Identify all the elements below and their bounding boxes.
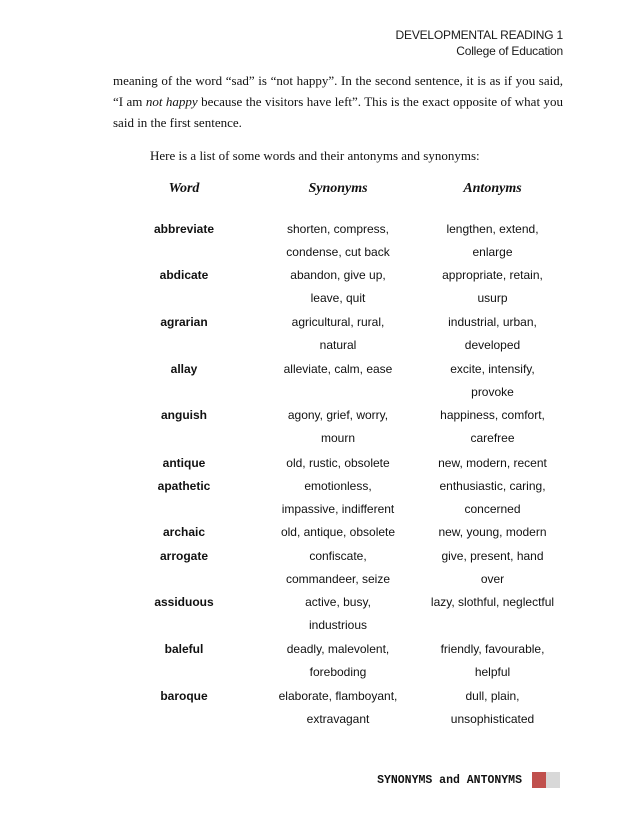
table-row-word xyxy=(126,452,242,475)
intro-paragraph xyxy=(113,70,563,133)
table-row-word-line-1: abbreviate xyxy=(153,222,215,236)
table-row-antonyms-line-2: helpful xyxy=(474,665,511,679)
table-row-antonyms-line-2: concerned xyxy=(464,502,521,516)
header-course-title: DEVELOPMENTAL READING 1 xyxy=(395,28,563,42)
table-row-synonyms-line-1: elaborate, flamboyant, xyxy=(278,689,398,703)
table-row-antonyms-line-1: new, modern, recent xyxy=(438,456,547,470)
table-row-word-line-1: agrarian xyxy=(160,315,208,329)
table-row-synonyms-line-2: industrious xyxy=(308,618,368,632)
table-row-antonyms-line-1: appropriate, retain, xyxy=(442,268,543,282)
table-row-antonyms xyxy=(415,264,570,310)
table-row-antonyms-line-1: enthusiastic, caring, xyxy=(439,479,546,493)
table-row-word xyxy=(126,264,242,287)
table-row-synonyms-line-2: foreboding xyxy=(309,665,367,679)
table-row-word-line-1: baroque xyxy=(160,689,208,703)
table-row-synonyms-line-2: mourn xyxy=(320,431,355,445)
table-row-antonyms-line-1: happiness, comfort, xyxy=(440,408,545,422)
table-row-word xyxy=(126,404,242,427)
table-row-synonyms-line-2: extravagant xyxy=(306,712,370,726)
table-row-synonyms xyxy=(262,264,414,310)
table-row-synonyms-line-2: impassive, indifferent xyxy=(281,502,395,516)
table-row-synonyms xyxy=(262,475,414,521)
table-row-word-line-1: anguish xyxy=(160,408,207,422)
table-row-synonyms-line-2: commandeer, seize xyxy=(285,572,391,586)
table-row-synonyms-line-2: leave, quit xyxy=(310,291,366,305)
table-row-antonyms-line-1: lengthen, extend, xyxy=(446,222,539,236)
table-row-antonyms xyxy=(415,685,570,731)
table-row-synonyms xyxy=(262,545,414,591)
table-row-synonyms xyxy=(262,358,414,381)
intro-text-b: because the visitors have left”. This is the exact opposite of what you said in the first sentence. xyxy=(113,94,564,130)
table-row-antonyms xyxy=(415,545,570,591)
table-row-synonyms-line-1: deadly, malevolent, xyxy=(286,642,390,656)
table-row-antonyms-line-2: provoke xyxy=(471,385,514,399)
table-row-synonyms xyxy=(262,218,414,264)
table-row-word-line-1: allay xyxy=(170,362,198,376)
table-row-synonyms xyxy=(262,591,414,637)
table-row-synonyms-line-1: old, rustic, obsolete xyxy=(286,456,390,470)
table-row-word-line-1: assiduous xyxy=(154,595,214,609)
table-row-word-line-1: archaic xyxy=(162,525,206,539)
table-row-antonyms-line-2: over xyxy=(480,572,505,586)
table-row-antonyms xyxy=(415,404,570,450)
header-synonyms: Synonyms xyxy=(308,181,368,196)
header-college: College of Education xyxy=(456,44,563,58)
table-row-word xyxy=(126,475,242,498)
table-row-word xyxy=(126,311,242,334)
table-row-word-line-1: baleful xyxy=(164,642,204,656)
table-row-antonyms xyxy=(415,591,570,614)
table-row-antonyms-line-1: friendly, favourable, xyxy=(440,642,545,656)
table-row-synonyms-line-1: emotionless, xyxy=(304,479,372,493)
table-row-antonyms xyxy=(415,521,570,544)
table-row-synonyms xyxy=(262,638,414,684)
table-row-antonyms xyxy=(415,452,570,475)
table-row-antonyms xyxy=(415,311,570,357)
table-row-synonyms xyxy=(262,521,414,544)
table-row-antonyms-line-1: give, present, hand xyxy=(441,549,544,563)
header-word: Word xyxy=(168,181,200,196)
table-row-antonyms-line-1: excite, intensify, xyxy=(450,362,535,376)
table-row-word-line-1: apathetic xyxy=(157,479,211,493)
header-antonyms: Antonyms xyxy=(463,181,522,196)
table-row-antonyms-line-1: industrial, urban, xyxy=(448,315,537,329)
table-row-synonyms xyxy=(262,404,414,450)
table-row-synonyms-line-1: agricultural, rural, xyxy=(291,315,385,329)
table-row-synonyms-line-1: shorten, compress, xyxy=(286,222,390,236)
lead-sentence: Here is a list of some words and their antonyms and synonyms: xyxy=(150,148,480,163)
table-row-antonyms-line-1: lazy, slothful, neglectful xyxy=(430,595,555,609)
intro-text-a: meaning of the word “sad” is “not happy”. In the second sentence, it is as if you said, “I am xyxy=(113,73,563,109)
table-row-synonyms-line-1: active, busy, xyxy=(305,595,371,609)
table-row-word-line-1: antique xyxy=(162,456,206,470)
intro-emphasis: not happy xyxy=(145,94,198,109)
table-row-word-line-1: arrogate xyxy=(159,549,209,563)
table-row-synonyms xyxy=(262,452,414,475)
table-row-antonyms-line-2: unsophisticated xyxy=(450,712,535,726)
table-row-word xyxy=(126,545,242,568)
table-row-antonyms-line-2: carefree xyxy=(470,431,515,445)
footer-accent-block xyxy=(532,772,546,788)
table-row-synonyms-line-1: old, antique, obsolete xyxy=(280,525,396,539)
table-row-synonyms xyxy=(262,311,414,357)
table-row-word xyxy=(126,591,242,614)
table-row-antonyms-line-2: enlarge xyxy=(472,245,513,259)
table-row-word xyxy=(126,521,242,544)
table-row-antonyms xyxy=(415,475,570,521)
table-row-antonyms-line-2: usurp xyxy=(477,291,508,305)
table-row-synonyms-line-1: abandon, give up, xyxy=(290,268,386,282)
table-row-synonyms-line-2: natural xyxy=(319,338,357,352)
table-row-word-line-1: abdicate xyxy=(159,268,209,282)
table-row-antonyms-line-1: dull, plain, xyxy=(465,689,520,703)
table-row-word xyxy=(126,358,242,381)
table-row-antonyms xyxy=(415,218,570,264)
table-row-synonyms-line-1: alleviate, calm, ease xyxy=(283,362,393,376)
table-row-synonyms-line-2: condense, cut back xyxy=(286,245,390,259)
footer-grey-block xyxy=(546,772,560,788)
table-row-word xyxy=(126,685,242,708)
table-row-antonyms xyxy=(415,638,570,684)
table-row-word xyxy=(126,638,242,661)
table-row-antonyms-line-2: developed xyxy=(464,338,521,352)
table-row-synonyms xyxy=(262,685,414,731)
document-header xyxy=(396,27,563,59)
table-row-word xyxy=(126,218,242,241)
table-row-synonyms-line-1: confiscate, xyxy=(309,549,367,563)
table-row-antonyms xyxy=(415,358,570,404)
table-row-antonyms-line-1: new, young, modern xyxy=(438,525,547,539)
table-row-synonyms-line-1: agony, grief, worry, xyxy=(287,408,389,422)
footer-label: SYNONYMS and ANTONYMS xyxy=(377,774,522,787)
